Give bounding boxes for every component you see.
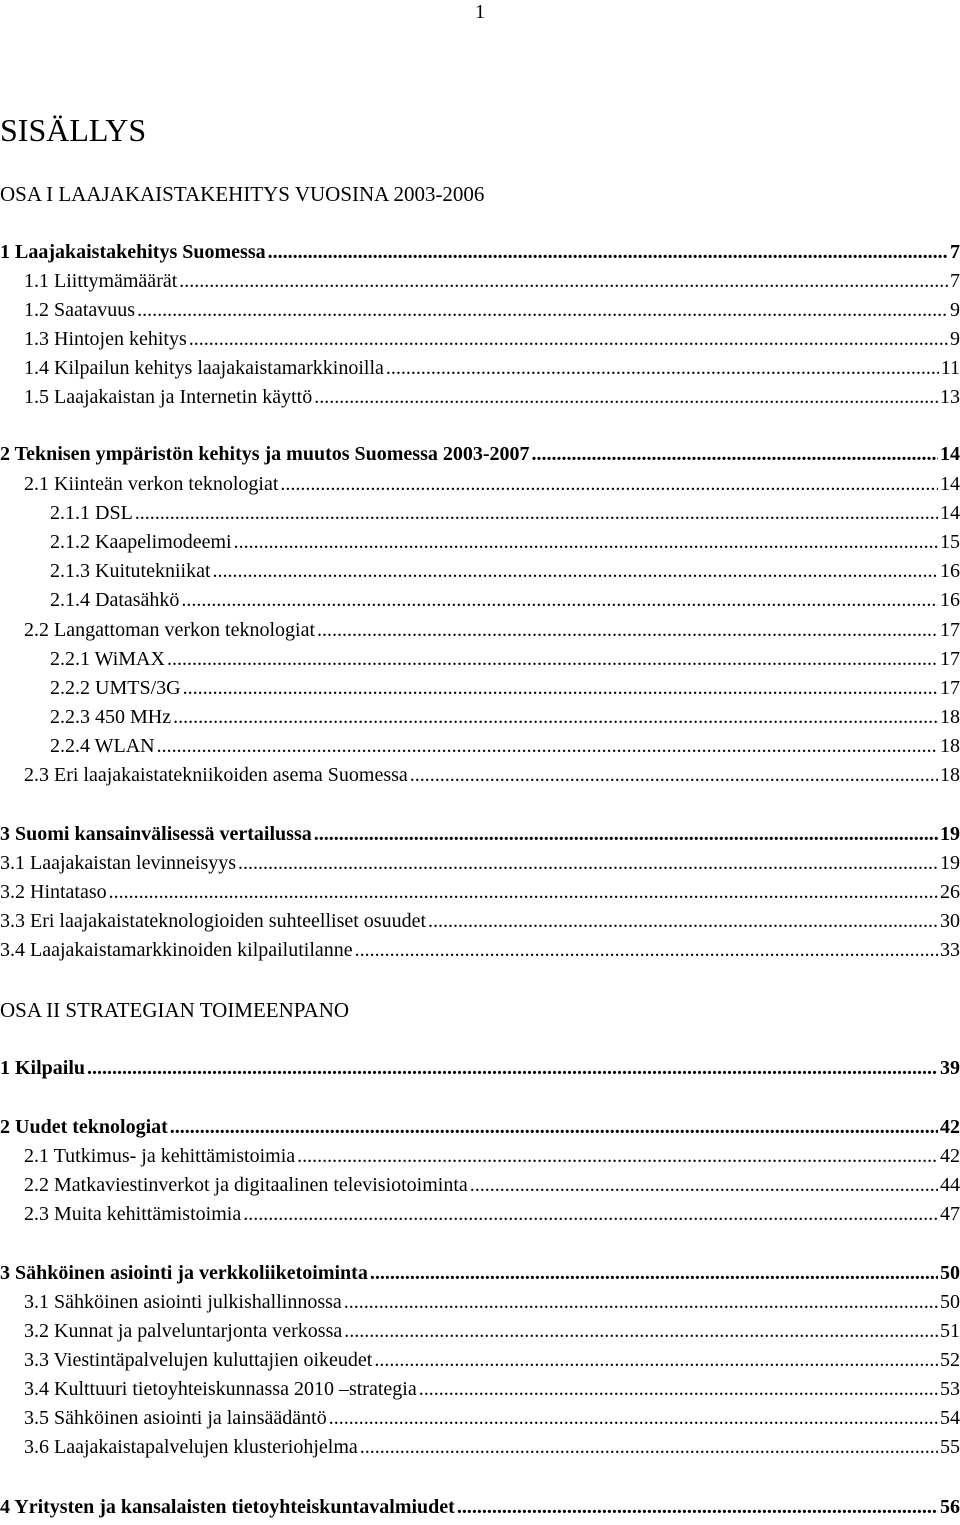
toc-entry-page: 42 xyxy=(940,1116,960,1138)
toc-entry-page: 26 xyxy=(940,881,960,903)
toc-entry-page: 39 xyxy=(940,1057,960,1079)
toc-entry[interactable] xyxy=(0,529,960,555)
toc-entry-label: 2.1.2 Kaapelimodeemi xyxy=(50,531,232,553)
toc-leader xyxy=(173,704,938,730)
toc-leader xyxy=(280,471,938,497)
toc-leader xyxy=(419,1376,938,1402)
toc-entry-page: 33 xyxy=(940,939,960,961)
toc-leader xyxy=(344,1318,938,1344)
toc-entry[interactable] xyxy=(0,500,960,526)
toc-entry-label: 2.2 Langattoman verkon teknologiat xyxy=(24,619,316,641)
toc-entry-page: 55 xyxy=(940,1436,960,1458)
toc-entry-page: 56 xyxy=(940,1496,960,1518)
toc-entry-page: 17 xyxy=(940,648,960,670)
toc-leader xyxy=(329,1405,938,1431)
toc-entry-page: 11 xyxy=(940,357,960,379)
toc-entry-label: 1.1 Liittymämäärät xyxy=(24,270,178,292)
toc-entry-page: 14 xyxy=(940,502,960,524)
toc-entry-label: 2.3 Muita kehittämistoimia xyxy=(24,1203,242,1225)
toc-entry-label: 2.1 Kiinteän verkon teknologiat xyxy=(24,473,279,495)
toc-entry[interactable] xyxy=(0,617,960,643)
toc-entry[interactable] xyxy=(0,733,960,759)
page-title: SISÄLLYS xyxy=(0,112,147,148)
page-number: 1 xyxy=(475,1,485,23)
toc-entry-label: 3.3 Eri laajakaistateknologioiden suhteelliset osuudet xyxy=(0,910,427,932)
toc-entry-label: 1 Kilpailu xyxy=(0,1057,86,1079)
toc-leader xyxy=(87,1055,938,1081)
toc-entry-label: 1.3 Hintojen kehitys xyxy=(24,328,187,350)
toc-entry[interactable] xyxy=(0,355,960,381)
toc-entry-page: 54 xyxy=(940,1407,960,1429)
toc-entry[interactable] xyxy=(0,268,960,294)
toc-leader xyxy=(344,1289,938,1315)
toc-entry[interactable] xyxy=(0,850,960,876)
toc-leader xyxy=(386,355,939,381)
toc-leader xyxy=(355,937,938,963)
toc-leader xyxy=(183,675,938,701)
toc-leader xyxy=(179,268,948,294)
toc-entry[interactable] xyxy=(0,1289,960,1315)
toc-entry-page: 14 xyxy=(940,443,960,465)
toc-leader xyxy=(374,1347,938,1373)
toc-entry-label: 3.2 Hintataso xyxy=(0,881,107,903)
toc-entry[interactable] xyxy=(0,821,960,847)
toc-entry-page: 18 xyxy=(940,735,960,757)
toc-entry[interactable] xyxy=(0,1172,960,1198)
toc-entry[interactable] xyxy=(0,1494,960,1520)
toc-entry-label: 2.2 Matkaviestinverkot ja digitaalinen televisiotoiminta xyxy=(24,1174,468,1196)
toc-leader xyxy=(268,239,948,265)
toc-entry-label: 3.1 Laajakaistan levinneisyys xyxy=(0,852,237,874)
toc-entry-page: 52 xyxy=(940,1349,960,1371)
toc-entry-page: 15 xyxy=(940,531,960,553)
toc-leader xyxy=(213,558,938,584)
toc-entry-label: 2.2.2 UMTS/3G xyxy=(50,677,181,699)
toc-leader xyxy=(470,1172,938,1198)
toc-entry-label: 1.4 Kilpailun kehitys laajakaistamarkkinoilla xyxy=(24,357,384,379)
toc-entry-page: 44 xyxy=(940,1174,960,1196)
toc-entry-label: 3.4 Laajakaistamarkkinoiden kilpailutilanne xyxy=(0,939,353,961)
toc-entry-page: 47 xyxy=(940,1203,960,1225)
toc-leader xyxy=(137,297,948,323)
toc-entry-label: 2.2.4 WLAN xyxy=(50,735,155,757)
toc-entry[interactable] xyxy=(0,646,960,672)
toc-entry-page: 50 xyxy=(940,1262,960,1284)
toc-entry-label: 3.6 Laajakaistapalvelujen klusteriohjelma xyxy=(24,1436,358,1458)
toc-entry-label: 2.1.4 Datasähkö xyxy=(50,589,180,611)
toc-entry[interactable] xyxy=(0,1143,960,1169)
toc-entry-label: 2.1 Tutkimus- ja kehittämistoimia xyxy=(24,1145,296,1167)
toc-entry-page: 19 xyxy=(940,852,960,874)
toc-entry-page: 14 xyxy=(940,473,960,495)
toc-leader xyxy=(238,850,938,876)
toc-leader xyxy=(157,733,938,759)
toc-leader xyxy=(532,441,938,467)
toc-leader xyxy=(314,384,938,410)
toc-leader xyxy=(167,646,938,672)
toc-leader xyxy=(170,1114,938,1140)
toc-entry-label: 3.4 Kulttuuri tietoyhteiskunnassa 2010 –strategia xyxy=(24,1378,417,1400)
toc-entry[interactable] xyxy=(0,587,960,613)
toc-leader xyxy=(181,587,938,613)
toc-leader xyxy=(457,1494,938,1520)
toc-entry-page: 17 xyxy=(940,619,960,641)
toc-entry[interactable] xyxy=(0,675,960,701)
toc-leader xyxy=(317,617,938,643)
toc-entry-page: 42 xyxy=(940,1145,960,1167)
toc-entry[interactable] xyxy=(0,1114,960,1140)
toc-entry-page: 7 xyxy=(950,270,960,292)
toc-entry-label: 3.3 Viestintäpalvelujen kuluttajien oikeudet xyxy=(24,1349,373,1371)
toc-entry-page: 13 xyxy=(940,386,960,408)
toc-leader xyxy=(234,529,938,555)
toc-leader xyxy=(360,1434,938,1460)
toc-entry[interactable] xyxy=(0,879,960,905)
toc-entry-label: 3.1 Sähköinen asiointi julkishallinnossa xyxy=(24,1291,342,1313)
part-heading-two: OSA II STRATEGIAN TOIMEENPANO xyxy=(0,998,350,1022)
toc-entry-page: 7 xyxy=(950,241,960,263)
toc-leader xyxy=(109,879,938,905)
toc-entry-page: 9 xyxy=(950,299,960,321)
toc-entry-label: 2.2.1 WiMAX xyxy=(50,648,165,670)
toc-entry[interactable] xyxy=(0,1260,960,1286)
toc-entry[interactable] xyxy=(0,558,960,584)
toc-entry-page: 51 xyxy=(940,1320,960,1342)
toc-entry[interactable] xyxy=(0,704,960,730)
toc-entry[interactable] xyxy=(0,908,960,934)
toc-entry[interactable] xyxy=(0,384,960,410)
toc-entry-page: 16 xyxy=(940,589,960,611)
toc-leader xyxy=(370,1260,938,1286)
toc-entry-label: 2 Uudet teknologiat xyxy=(0,1116,168,1138)
toc-entry[interactable] xyxy=(0,1434,960,1460)
toc-entry-label: 2.2.3 450 MHz xyxy=(50,706,172,728)
toc-entry-label: 4 Yritysten ja kansalaisten tietoyhteiskuntavalmiudet xyxy=(0,1496,455,1518)
toc-entry-label: 3 Sähköinen asiointi ja verkkoliiketoiminta xyxy=(0,1262,368,1284)
toc-entry-page: 17 xyxy=(940,677,960,699)
toc-entry[interactable] xyxy=(0,762,960,788)
toc-entry[interactable] xyxy=(0,1201,960,1227)
toc-entry-label: 3 Suomi kansainvälisessä vertailussa xyxy=(0,823,312,845)
toc-leader xyxy=(297,1143,938,1169)
toc-entry-label: 3.5 Sähköinen asiointi ja lainsäädäntö xyxy=(24,1407,327,1429)
toc-entry-label: 1.5 Laajakaistan ja Internetin käyttö xyxy=(24,386,313,408)
toc-entry-page: 30 xyxy=(940,910,960,932)
toc-entry[interactable] xyxy=(0,441,960,467)
toc-entry-page: 16 xyxy=(940,560,960,582)
toc-entry[interactable] xyxy=(0,471,960,497)
toc-entry-page: 18 xyxy=(940,706,960,728)
toc-entry-page: 50 xyxy=(940,1291,960,1313)
toc-entry-label: 2 Teknisen ympäristön kehitys ja muutos Suomessa 2003-2007 xyxy=(0,443,530,465)
toc-entry-page: 9 xyxy=(950,328,960,350)
toc-entry[interactable] xyxy=(0,937,960,963)
toc-leader xyxy=(428,908,938,934)
toc-entry-label: 2.1.3 Kuitutekniikat xyxy=(50,560,211,582)
toc-entry-page: 53 xyxy=(940,1378,960,1400)
toc-entry-label: 2.1.1 DSL xyxy=(50,502,133,524)
toc-entry[interactable] xyxy=(0,1405,960,1431)
toc-leader xyxy=(243,1201,938,1227)
toc-leader xyxy=(135,500,938,526)
toc-entry-label: 3.2 Kunnat ja palveluntarjonta verkossa xyxy=(24,1320,343,1342)
toc-entry[interactable] xyxy=(0,326,960,352)
toc-entry[interactable] xyxy=(0,297,960,323)
toc-leader xyxy=(314,821,938,847)
toc-entry[interactable] xyxy=(0,1347,960,1373)
toc-entry-label: 2.3 Eri laajakaistatekniikoiden asema Suomessa xyxy=(24,764,408,786)
toc-entry-label: 1.2 Saatavuus xyxy=(24,299,136,321)
toc-entry[interactable] xyxy=(0,239,960,265)
toc-entry[interactable] xyxy=(0,1055,960,1081)
toc-entry-label: 1 Laajakaistakehitys Suomessa xyxy=(0,241,266,263)
toc-entry[interactable] xyxy=(0,1376,960,1402)
toc-leader xyxy=(410,762,938,788)
toc-entry[interactable] xyxy=(0,1318,960,1344)
toc-entry-page: 18 xyxy=(940,764,960,786)
toc-entry-page: 19 xyxy=(940,823,960,845)
part-heading-one: OSA I LAAJAKAISTAKEHITYS VUOSINA 2003-2006 xyxy=(0,182,485,206)
toc-leader xyxy=(189,326,948,352)
